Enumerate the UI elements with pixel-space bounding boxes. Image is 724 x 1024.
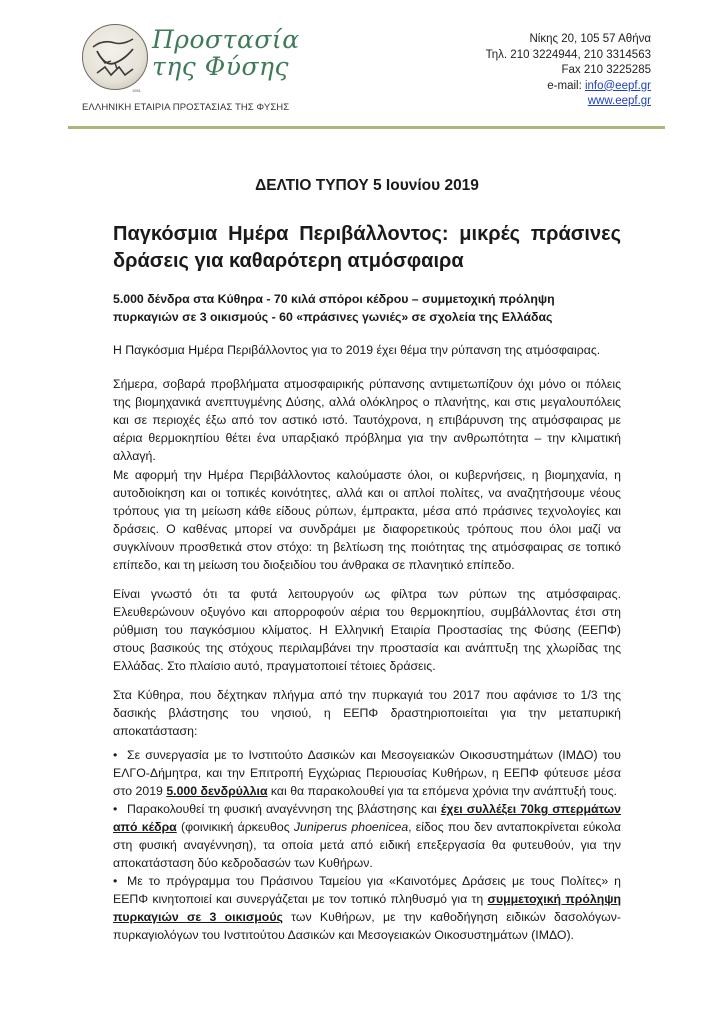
contact-email-row bbox=[486, 79, 651, 95]
highlight-cedar-seeds: έχει συλλέξει 70kg σπερμάτων από κέδρα bbox=[113, 802, 621, 834]
logo-subtitle: ΕΛΛΗΝΙΚΗ ΕΤΑΙΡΙΑ ΠΡΟΣΤΑΣΙΑΣ ΤΗΣ ΦΥΣΗΣ bbox=[82, 102, 290, 113]
paragraph-kythira: Στα Κύθηρα, που δέχτηκαν πλήγμα από την πυρκαγιά του 2017 που αφάνισε το 1/3 της δασικής βλάστησης του νησιού, η ΕΕΠΦ δραστηριοποιείται για την μεταπυρική αποκατάσταση: bbox=[113, 688, 621, 738]
paragraph-plants: Είναι γνωστό ότι τα φυτά λειτουργούν ως φίλτρα των ρύπων της ατμόσφαιρας. Ελευθερώνουν οξυγόνο και απορροφούν αέρια του θερμοκηπίου, συμβάλλοντας έτσι στη ρύθμιση του παγκόσμιου κλίματος. Η Ελληνική Εταιρία Προστασίας της Φύσης (ΕΕΠΦ) στους βασικούς της στόχους περιλαμβάνει την προστασία και ανάπτυξη της χλωρίδας της Ελλάδας. Στο πλαίσιο αυτό, πραγματοποιεί τέτοιες δράσεις. bbox=[113, 587, 621, 673]
paragraph-intro: Η Παγκόσμια Ημέρα Περιβάλλοντος για το 2019 έχει θέμα την ρύπανση της ατμόσφαιρας. bbox=[113, 343, 601, 357]
contact-block bbox=[486, 32, 651, 110]
press-release-date-title: ΔΕΛΤΙΟ ΤΥΠΟΥ 5 Ιουνίου 2019 bbox=[255, 177, 479, 194]
list-item: • Με το πρόγραμμα του Πράσινου Ταμείου για «Καινοτόμες Δράσεις με τους Πολίτες» η ΕΕΠΦ κινητοποιεί και συνεργάζεται με τον τοπικό πληθυσμό για τη συμμετοχική πρόληψη πυρκαγιών σε 3 οικισμούς των Κυθήρων, με την καθοδήγηση ειδικών δασολόγων-πυρκαγιολόγων του Ινστιτούτου Δασικών και Μεσογειακών Οικοσυστημάτων (ΙΜΔΟ). bbox=[113, 874, 621, 942]
contact-website-link[interactable]: www.eepf.gr bbox=[587, 95, 651, 107]
contact-fax: Fax 210 3225285 bbox=[561, 64, 651, 76]
logo-title-line1: Προστασία bbox=[152, 25, 300, 54]
actions-list bbox=[113, 746, 621, 944]
contact-address: Νίκης 20, 105 57 Αθήνα bbox=[529, 33, 651, 45]
contact-email-label: e-mail: bbox=[547, 79, 585, 92]
header-divider bbox=[68, 126, 665, 129]
list-item: • Παρακολουθεί τη φυσική αναγέννηση της βλάστησης και έχει συλλέξει 70kg σπερμάτων από κέδρα (φοινικική άρκευθος Juniperus phoenicea, είδος που δεν ανταποκρίνεται εύκολα στη φυσική αναγέννηση), τα οποία μετά από ειδική επεξεργασία θα φυτευθούν, για την αποκατάσταση δύο κεδροδασών των Κυθήρων. bbox=[113, 802, 621, 870]
highlight-seedlings: 5.000 δενδρύλλια bbox=[166, 784, 268, 798]
subheadline: 5.000 δένδρα στα Κύθηρα - 70 κιλά σπόροι κέδρου – συμμετοχική πρόληψη πυρκαγιών σε 3 οικισμούς - 60 «πράσινες γωνιές» σε σχολεία της Ελλάδας bbox=[113, 292, 555, 324]
bullet-icon: • bbox=[113, 748, 118, 762]
contact-phone: Τηλ. 210 3224944, 210 3314563 bbox=[485, 48, 651, 61]
highlight-fire-prevention: συμμετοχική πρόληψη πυρκαγιών σε 3 οικισμούς bbox=[113, 892, 621, 924]
bullet-icon: • bbox=[113, 802, 118, 816]
paragraph-call-to-action: Με αφορμή την Ημέρα Περιβάλλοντος καλούμαστε όλοι, οι κυβερνήσεις, η βιομηχανία, η αυτοδιοίκηση και οι τοπικές κοινότητες, αλλά και οι απλοί πολίτες, να αναζητήσουμε νέους τρόπους για τη μείωση κάθε είδους ρύπων, έμπρακτα, μέσα από πράσινες τεχνολογίες και δράσεις. Ο καθένας μπορεί να συνδράμει με διαφορετικούς τρόπους που όλοι μαζί να συγκλίνουν προσθετικά στον στόχο: τη βελτίωση της ποιότητας της ατμόσφαιρας σε τοπικό επίπεδο, και τη μείωση του διοξειδίου του άνθρακα σε πλανητικό επίπεδο. bbox=[113, 468, 621, 572]
organization-logo bbox=[82, 24, 362, 119]
logo-title-line2: της Φύσης bbox=[152, 52, 289, 81]
letterhead bbox=[0, 0, 724, 140]
list-item: • Σε συνεργασία με το Ινστιτούτο Δασικών και Μεσογειακών Οικοσυστημάτων (ΙΜΔΟ) του ΕΛΓΟ-Δήμητρα, και την Επιτροπή Εγχώριας Περιουσίας Κυθήρων, η ΕΕΠΦ φύτευσε μέσα στο 2019 5.000 δενδρύλλια και θα παρακολουθεί για τα επόμενα χρόνια την ανάπτυξή τους. bbox=[113, 748, 621, 798]
ancient-coin-deer-emblem-icon bbox=[82, 24, 148, 90]
paragraph-pollution: Σήμερα, σοβαρά προβλήματα ατμοσφαιρικής ρύπανσης αντιμετωπίζουν όχι μόνο οι πόλεις της βιομηχανικά ανεπτυγμένης Δύσης, αλλά ολόκληρος ο πλανήτης, και στις μεγαλουπόλεις και σε περιοχές έξω από τον αστικό ιστό. Ταυτόχρονα, η επιβάρυνση της ατμόσφαιρας με αέρια θερμοκηπίου θέτει ένα υπαρξιακό πρόβλημα για την ανθρωπότητα – την κλιματική αλλαγή. bbox=[113, 377, 621, 463]
contact-email-link[interactable]: info@eepf.gr bbox=[584, 79, 651, 92]
bullet-icon: • bbox=[113, 874, 118, 888]
headline: Παγκόσμια Ημέρα Περιβάλλοντος: μικρές πράσινες δράσεις για καθαρότερη ατμόσφαιρα bbox=[113, 223, 621, 272]
logo-title bbox=[152, 26, 300, 80]
logo-year: 1951 bbox=[132, 88, 141, 93]
species-name: Juniperus phoenicea bbox=[293, 820, 409, 834]
